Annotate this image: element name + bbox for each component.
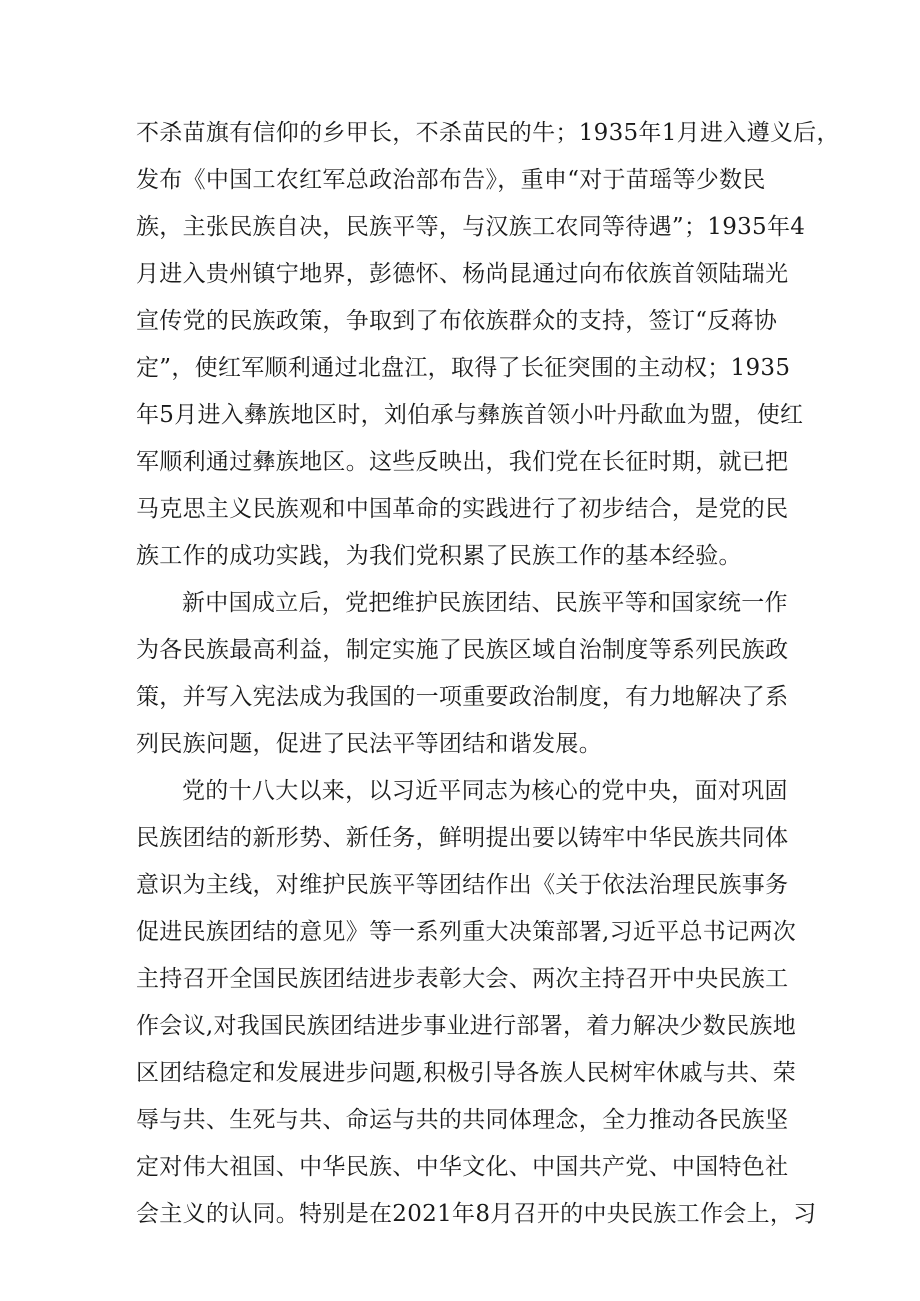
- text-line: 为各民族最高利益，制定实施了民族区域自治制度等系列民族政: [136, 637, 789, 663]
- text-line: 辱与共、生死与共、命运与共的共同体理念，全力推动各民族坚: [136, 1107, 789, 1133]
- text-line: 族工作的成功实践，为我们党积累了民族工作的基本经验。: [136, 543, 742, 569]
- text-line: 定对伟大祖国、中华民族、中华文化、中国共产党、中国特色社: [136, 1154, 789, 1180]
- text-line: 列民族问题，促进了民法平等团结和谐发展。: [136, 731, 602, 757]
- text-line: 民族团结的新形势、新任务，鲜明提出要以铸牢中华民族共同体: [136, 825, 789, 851]
- text-line: 主持召开全国民族团结进步表彰大会、两次主持召开中央民族工: [136, 966, 789, 992]
- text-line: 族，主张民族自决，民族平等，与汉族工农同等待遇”；1935年4: [136, 214, 806, 240]
- paragraph-1: [136, 110, 840, 580]
- text-line: 促进民族团结的意见》等一系列重大决策部署,习近平总书记两次: [136, 919, 797, 945]
- text-line: 作会议,对我国民族团结进步事业进行部署，着力解决少数民族地: [136, 1013, 797, 1039]
- text-line: 会主义的认同。特别是在2021年8月召开的中央民族工作会上，习: [136, 1201, 817, 1227]
- text-line: 宣传党的民族政策，争取到了布依族群众的支持，签订“反蒋协: [136, 308, 778, 334]
- text-line: 党的十八大以来，以习近平同志为核心的党中央，面对巩固: [182, 778, 788, 804]
- text-line: 军顺利通过彝族地区。这些反映出，我们党在长征时期，就已把: [136, 449, 789, 475]
- document-body: [136, 110, 840, 1238]
- text-line: 新中国成立后，党把维护民族团结、民族平等和国家统一作: [182, 590, 788, 616]
- text-line: 策，并写入宪法成为我国的一项重要政治制度，有力地解决了系: [136, 684, 789, 710]
- text-line: 定”，使红军顺利通过北盘江，取得了长征突围的主动权；1935: [136, 355, 791, 381]
- text-line: 发布《中国工农红军总政治部布告》，重申“对于苗瑶等少数民: [136, 167, 766, 193]
- text-line: 年5月进入彝族地区时，刘伯承与彝族首领小叶丹歃血为盟，使红: [136, 402, 804, 428]
- text-line: 不杀苗旗有信仰的乡甲长，不杀苗民的牛；1935年1月进入遵义后，: [136, 120, 840, 146]
- paragraph-3: [136, 768, 817, 1238]
- text-line: 意识为主线，对维护民族平等团结作出《关于依法治理民族事务: [136, 872, 789, 898]
- paragraph-2: [136, 580, 796, 768]
- text-line: 月进入贵州镇宁地界，彭德怀、杨尚昆通过向布依族首领陆瑞光: [136, 261, 789, 287]
- text-line: 马克思主义民族观和中国革命的实践进行了初步结合，是党的民: [136, 496, 789, 522]
- text-line: 区团结稳定和发展进步问题,积极引导各族人民树牢休戚与共、荣: [136, 1060, 797, 1086]
